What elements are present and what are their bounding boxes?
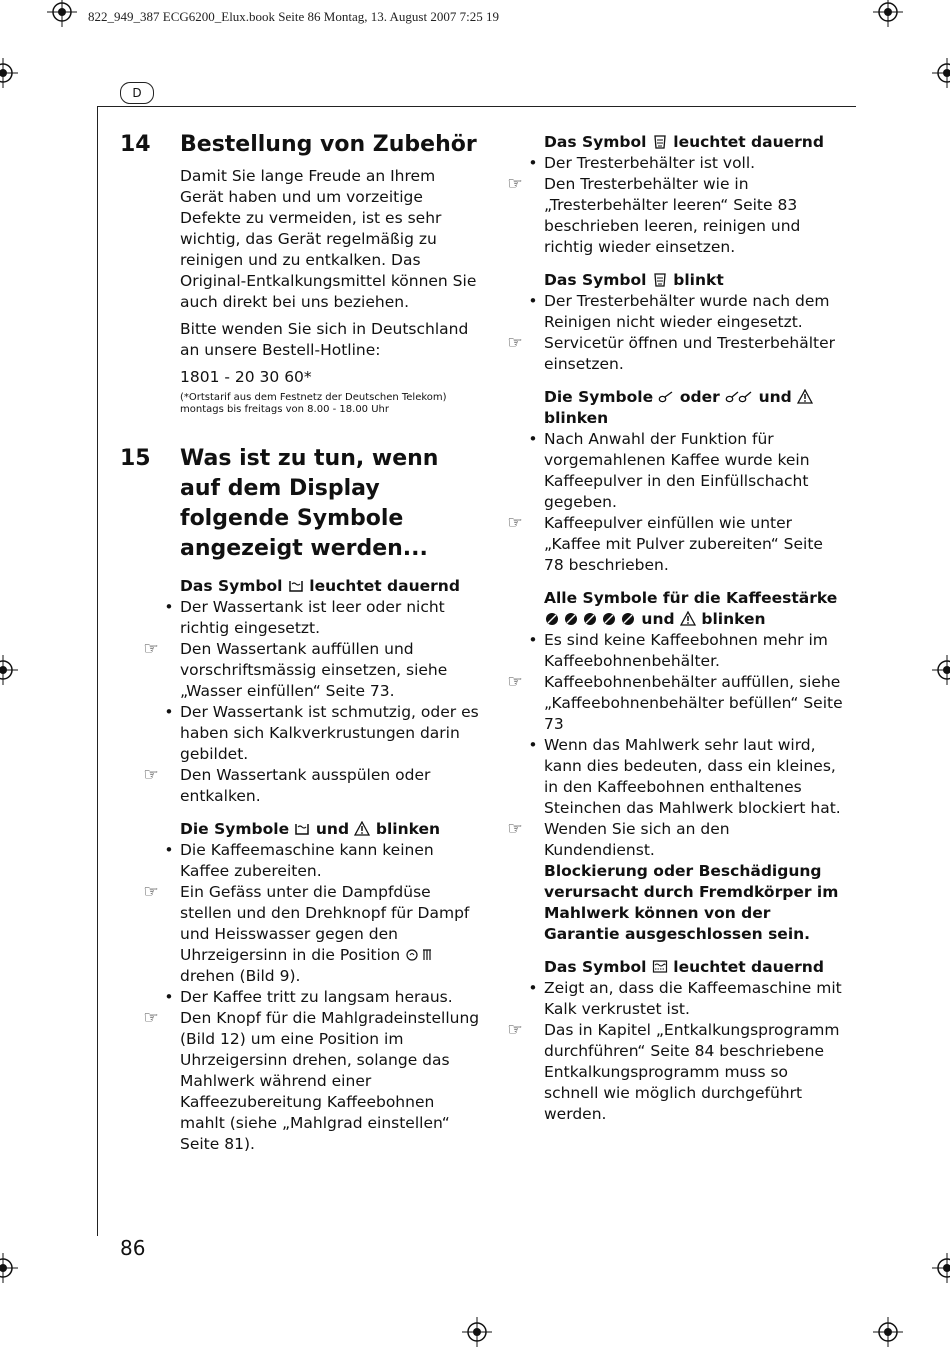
- heading-text: Das Symbol: [544, 133, 647, 151]
- heading-text: Das Symbol: [180, 577, 283, 595]
- symbol-heading: [544, 588, 845, 630]
- hotline-number: 1801 - 20 30 60*: [180, 368, 312, 386]
- right-column: [500, 132, 845, 1125]
- bullet: •: [528, 154, 538, 172]
- item-text: Servicetür öffnen und Tresterbehälter einsetzen.: [544, 334, 835, 373]
- grounds-container-icon: [652, 272, 668, 287]
- heading-text: leuchtet dauernd: [673, 958, 824, 976]
- item-text: Das in Kapitel „Entkalkungsprogramm durchführen“ Seite 84 beschriebene Entkalkungsprogramm muss so schnell wie möglich durchgeführt werden.: [544, 1021, 840, 1123]
- pointing-hand-icon: ☞: [507, 333, 523, 353]
- action-item: [507, 672, 845, 735]
- warranty-warning: Blockierung oder Beschädigung verursacht durch Fremdkörper im Mahlwerk können von der Garantie ausgeschlossen sein.: [544, 862, 839, 943]
- item-text: Den Tresterbehälter wie in „Tresterbehälter leeren“ Seite 83 beschrieben leeren, reinigen und richtig wieder einsetzen.: [544, 175, 801, 256]
- heading-text: und: [758, 388, 792, 406]
- heading-text: Die Symbole: [180, 820, 290, 838]
- warning-icon: [797, 389, 813, 404]
- list-item: [528, 978, 845, 1020]
- heading-text: und: [641, 610, 675, 628]
- list-item: [164, 840, 480, 882]
- list-item: [528, 735, 845, 819]
- registration-mark-icon: [932, 58, 950, 88]
- bullet: •: [164, 841, 174, 859]
- pointing-hand-icon: ☞: [143, 639, 159, 659]
- grounds-container-icon: [652, 134, 668, 149]
- heading-text: blinken: [375, 820, 441, 838]
- section-14: [120, 130, 480, 416]
- section-number: 15: [120, 446, 151, 471]
- bullet: •: [528, 430, 538, 448]
- item-text: Den Wassertank auffüllen und vorschriftsmässig einsetzen, siehe „Wasser einfüllen“ Seite 73.: [180, 640, 448, 700]
- margin-rule: [97, 106, 98, 1236]
- heading-text: Die Symbole: [544, 388, 654, 406]
- list-item: [528, 630, 845, 672]
- section-title: Was ist zu tun, wenn auf dem Display folgende Symbole angezeigt werden...: [180, 446, 439, 561]
- item-text: Der Kaffee tritt zu langsam heraus.: [180, 988, 453, 1006]
- single-spoon-icon: [658, 389, 674, 404]
- pointing-hand-icon: ☞: [507, 819, 523, 839]
- symbol-heading: [544, 387, 845, 429]
- heading-text: blinken: [701, 610, 766, 628]
- heading-text: oder: [679, 388, 720, 406]
- item-text: Kaffeebohnenbehälter auffüllen, siehe „Kaffeebohnenbehälter befüllen“ Seite 73: [544, 673, 843, 733]
- item-text: Ein Gefäss unter die Dampfdüse stellen und den Drehknopf für Dampf und Heisswasser gegen den Uhrzeigersinn in die Position: [180, 883, 470, 964]
- steam-hot-water-position-icon: [405, 947, 435, 962]
- action-item: [507, 333, 845, 375]
- list-item: [164, 597, 480, 639]
- top-rule: [97, 106, 856, 107]
- bullet: •: [528, 292, 538, 310]
- pointing-hand-icon: ☞: [507, 672, 523, 692]
- action-item: [507, 513, 845, 576]
- registration-mark-icon: [873, 1317, 903, 1347]
- item-text: Zeigt an, dass die Kaffeemaschine mit Kalk verkrustet ist.: [544, 979, 842, 1018]
- water-tank-icon: [288, 578, 304, 593]
- symbol-heading: [544, 132, 845, 153]
- page-number: 86: [120, 1236, 146, 1260]
- section-number: 14: [120, 132, 151, 157]
- item-text: Den Knopf für die Mahlgradeinstellung (Bild 12) um eine Position im Uhrzeigersinn drehen, solange das Mahlwerk während einer Kaffeezubereitung Kaffeebohnen mahlt (siehe „Mahlgrad einstellen“ Seite 81).: [180, 1009, 480, 1153]
- item-text: Der Tresterbehälter ist voll.: [544, 154, 756, 172]
- item-text: Nach Anwahl der Funktion für vorgemahlenen Kaffee wurde kein Kaffeepulver in den Einfüllschacht gegeben.: [544, 430, 810, 511]
- list-item: [528, 153, 845, 174]
- section-title: Bestellung von Zubehör: [180, 132, 477, 157]
- heading-text: Alle Symbole für die Kaffeestärke: [544, 589, 838, 607]
- symbol-heading: [544, 270, 845, 291]
- bullet: •: [528, 736, 538, 754]
- symbol-heading: [544, 957, 845, 978]
- double-spoon-icon: [725, 389, 753, 404]
- item-text: Der Wassertank ist schmutzig, oder es haben sich Kalkverkrustungen darin gebildet.: [180, 703, 479, 763]
- heading-text: Das Symbol: [544, 958, 647, 976]
- left-column: [120, 130, 480, 1169]
- action-item: [143, 765, 480, 807]
- registration-mark-icon: [47, 0, 77, 27]
- registration-mark-icon: [462, 1317, 492, 1347]
- list-item: [528, 429, 845, 513]
- heading-text: Das Symbol: [544, 271, 647, 289]
- registration-mark-icon: [0, 1253, 18, 1283]
- heading-text: leuchtet dauernd: [309, 577, 460, 595]
- heading-text: leuchtet dauernd: [673, 133, 824, 151]
- registration-mark-icon: [873, 0, 903, 27]
- item-text: Den Wassertank ausspülen oder entkalken.: [180, 766, 431, 805]
- language-badge: D: [120, 82, 154, 104]
- warning-icon: [354, 821, 370, 836]
- section-15: [120, 444, 480, 1155]
- item-text: Wenn das Mahlwerk sehr laut wird, kann dies bedeuten, dass ein kleines, in den Kaffeebohnen enthaltenes Steinchen das Mahlwerk blockiert hat.: [544, 736, 841, 817]
- action-item: [507, 174, 845, 258]
- bullet: •: [164, 598, 174, 616]
- pointing-hand-icon: ☞: [507, 513, 523, 533]
- registration-mark-icon: [0, 655, 18, 685]
- action-item: [507, 1020, 845, 1125]
- paragraph: Bitte wenden Sie sich in Deutschland an unsere Bestell-Hotline:: [180, 320, 469, 359]
- symbol-heading: [180, 819, 480, 840]
- item-text: Der Wassertank ist leer oder nicht richtig eingesetzt.: [180, 598, 445, 637]
- footnote: (*Ortstarif aus dem Festnetz der Deutschen Telekom) montags bis freitags von 8.00 - 18.00 Uhr: [180, 392, 447, 415]
- item-text: drehen (Bild 9).: [180, 967, 301, 985]
- bullet: •: [528, 979, 538, 997]
- registration-mark-icon: [0, 58, 18, 88]
- item-text: Der Tresterbehälter wurde nach dem Reinigen nicht wieder eingesetzt.: [544, 292, 830, 331]
- pointing-hand-icon: ☞: [507, 174, 523, 194]
- heading-text: und: [315, 820, 350, 838]
- paragraph: Damit Sie lange Freude an Ihrem Gerät haben und um vorzeitige Defekte zu vermeiden, ist es sehr wichtig, das Gerät regelmäßig zu reinigen und zu entkalken. Das Original-Entkalkungsmittel können Sie auch direkt bei uns beziehen.: [180, 167, 477, 311]
- action-item: [143, 1008, 480, 1155]
- heading-text: blinkt: [673, 271, 724, 289]
- list-item: [164, 702, 480, 765]
- registration-mark-icon: [932, 1253, 950, 1283]
- action-item: [143, 639, 480, 702]
- warning-icon: [680, 611, 696, 626]
- item-text: Die Kaffeemaschine kann keinen Kaffee zubereiten.: [180, 841, 434, 880]
- list-item: [528, 291, 845, 333]
- list-item: [164, 987, 480, 1008]
- symbol-heading: [180, 576, 480, 597]
- action-item: [143, 882, 480, 987]
- bullet: •: [164, 703, 174, 721]
- action-item: [507, 819, 845, 945]
- pointing-hand-icon: ☞: [143, 882, 159, 902]
- file-info-header: 822_949_387 ECG6200_Elux.book Seite 86 Montag, 13. August 2007 7:25 19: [88, 9, 499, 24]
- item-text: Wenden Sie sich an den Kundendienst.: [544, 820, 730, 859]
- pointing-hand-icon: ☞: [143, 765, 159, 785]
- item-text: Es sind keine Kaffeebohnen mehr im Kaffeebohnenbehälter.: [544, 631, 828, 670]
- heading-text: blinken: [544, 409, 609, 427]
- bullet: •: [164, 988, 174, 1006]
- descaling-icon: [652, 959, 668, 974]
- coffee-strength-icon: [544, 611, 636, 626]
- water-tank-icon: [294, 821, 310, 836]
- item-text: Kaffeepulver einfüllen wie unter „Kaffee mit Pulver zubereiten“ Seite 78 beschrieben.: [544, 514, 823, 574]
- pointing-hand-icon: ☞: [507, 1020, 523, 1040]
- registration-mark-icon: [932, 655, 950, 685]
- bullet: •: [528, 631, 538, 649]
- pointing-hand-icon: ☞: [143, 1008, 159, 1028]
